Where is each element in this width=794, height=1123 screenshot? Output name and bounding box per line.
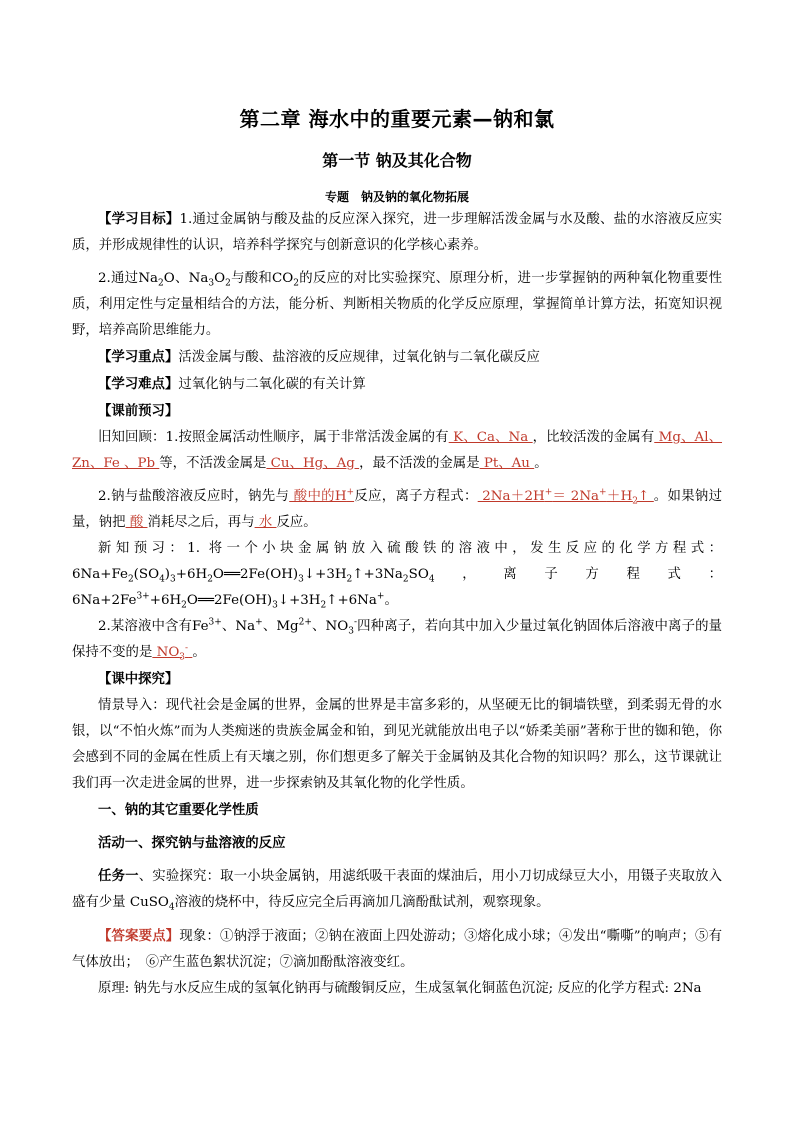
goals-label: 【学习目标】 [98, 211, 180, 227]
answer-blank: 酸 [125, 515, 148, 530]
goal-1: 【学习目标】1.通过金属钠与酸及盐的反应深入探究，进一步理解活泼金属与水及酸、盐的水溶液反应实质，并形成规律性的认识，培养科学探究与创新意识的化学核心素养。 [72, 211, 722, 253]
answer-blank: Cu、Hg、Ag [266, 456, 360, 471]
preview-label: 【课前预习】 [98, 403, 179, 419]
answer-blank: 水 [254, 515, 277, 530]
answer-blank: K、Ca、Na [448, 430, 533, 445]
answer-blank: $2Na+2H^+= 2Na^++H_2↑$ [477, 487, 654, 507]
task-one: 任务一、实验探究：取一小块金属钠，用滤纸吸干表面的煤油后，用小刀切成绿豆大小，用镊子夹取放入盛有少量 CuSO$_4$溶液的烧杯中，待反应完全后再滴加几滴酚酞试剂，观察现象。 [72, 868, 723, 913]
key-point: 【学习重点】活泼金属与酸、盐溶液的反应规律，过氧化钠与二氧化碳反应 [98, 349, 540, 365]
review-question: 旧知回顾：1.按照金属活动性顺序，属于非常活泼金属的有 K、Ca、Na ，比较活泼的金属有 Mg、Al、Zn、Fe 、Pb 等，不活泼金属是 Cu、Hg、Ag ，最不活泼的金属是 Pt、Au 。 [72, 430, 723, 471]
heading-other-properties: 一、钠的其它重要化学性质 [98, 802, 259, 818]
answer-blank: Pt、Au [479, 456, 535, 471]
answer-blank: $NO_3^-$ [152, 643, 189, 663]
chapter-title: 第二章 海水中的重要元素—钠和氯 [239, 107, 555, 131]
activity-heading: 活动一、探究钠与盐溶液的反应 [98, 835, 286, 851]
principle: 原理: 钠先与水反应生成的氢氧化钠再与硫酸铜反应，生成氢氧化铜蓝色沉淀; 反应的化学方程式: 2Na [98, 981, 702, 996]
new-preview-1: 新知预习：1. 将一个小块金属钠放入硫酸铁的溶液中，发生反应的化学方程式：$6Na+Fe_2(SO_4)_3+6H_2O══2Fe(OH)_3↓+3H_2↑+3Na_2SO_4$，离子方程式：$6Na+2Fe^{3+}+6H_2O══2Fe(OH)_3↓+3H_2↑+6Na^+$。 [72, 541, 722, 611]
answer-blank: 酸中的H+ [289, 487, 355, 504]
section-title: 第一节 钠及其化合物 [322, 151, 472, 170]
topic-title: 专题 钠及钠的氧化物拓展 [324, 190, 469, 204]
answer-blank: Mg、Al、Zn、Fe 、Pb [72, 430, 723, 471]
answer-key-points: 【答案要点】现象：①钠浮于液面；②钠在液面上四处游动；③熔化成小球；④发出“嘶嘶”的响声；⑤有气体放出； ⑥产生蓝色絮状沉淀；⑦滴加酚酞溶液变红。 [72, 928, 722, 970]
goal-2: 2.通过$Na_2O$、$Na_3O_2$与酸和$CO_2$的反应的对比实验探究、原理分析，进一步掌握钠的两种氧化物重要性质，利用定性与定量相结合的方法，能分析、判断相关物质的化学反应原理，掌握简单计算方法，拓宽知识视野，培养高阶思维能力。 [72, 271, 722, 338]
document-body [72, 206, 722, 1002]
explore-label: 【课中探究】 [98, 671, 179, 687]
sodium-hcl-question: 2.钠与盐酸溶液反应时，钠先与 酸中的H+反应，离子方程式： $2Na+2H^+= 2Na^++H_2↑$ 。如果钠过量，钠把 酸 消耗尽之后，再与 水 反应。 [72, 487, 722, 530]
scenario-intro: 情景导入：现代社会是金属的世界，金属的世界是丰富多彩的，从坚硬无比的铜墙铁壁，到柔弱无骨的水银，以“不怕火炼”而为人类痴迷的贵族金属金和铂，到见光就能放出电子以“娇柔美丽”著称于世的铷和铯，你会感到不同的金属在性质上有天壤之别，你们想更多了解关于金属钠及其化合物的知识吗？那么，这节课就让我们再一次走进金属的世界，进一步探索钠及其氧化物的化学性质。 [72, 698, 722, 791]
new-preview-2: 2.某溶液中含有$Fe^{3+}$、Na+、$Mg^{2+}$、$NO_3^-$四种离子，若向其中加入少量过氧化钠固体后溶液中离子的量保持不变的是 $NO_3^-$ 。 [72, 617, 723, 663]
difficulty-point: 【学习难点】过氧化钠与二氧化碳的有关计算 [98, 376, 366, 392]
